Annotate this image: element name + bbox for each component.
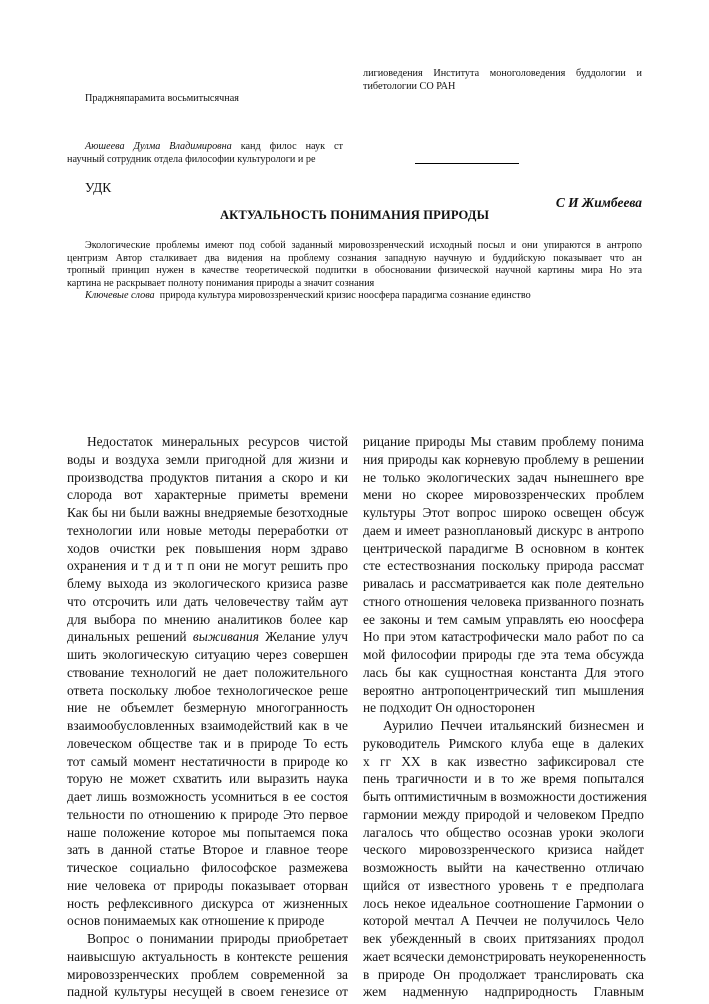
text-line: Недостаток минеральных ресурсов чистой [87, 434, 348, 449]
keywords-line [67, 290, 642, 303]
abstract-line-2: центризм Автор сталкивает два видения на проблему сознания западную научную и буддийскую показывает что ан [67, 252, 642, 264]
text-line: производства продуктов питания а скоро и ки [67, 469, 348, 485]
author-bio-line-2: научный сотрудник отдела философии культурологи и ре [67, 153, 316, 165]
text-line: ривалась и рассматривается как поле деятельно [363, 576, 644, 591]
text-line: торую не может схватить или выразить наука [67, 771, 348, 787]
text-line: охранения и т д и т п они не могут решить про [67, 558, 348, 574]
text-segment: динальных решений [67, 629, 193, 645]
text-line: в природе Он продолжает транслировать ска [363, 966, 644, 982]
affiliation-continuation [363, 68, 642, 93]
text-line: Но при этом катастрофически мало работ по са [363, 629, 644, 645]
text-line: ответа поскольку любое технологическое реше [67, 682, 348, 698]
text-line: возможность выйти на качественно отличаю [363, 860, 644, 875]
author-bio [67, 141, 343, 166]
text-line: век убежденный в своих притязаниях продол [363, 931, 644, 946]
text-line: что отсрочить или дать человечеству тайм аут [67, 593, 348, 609]
epigraph-source: Праджняпарамита восьмитысячная [85, 93, 239, 104]
text-line: Аурилио Печчеи итальянский бизнесмен и [383, 718, 644, 733]
text-line: тическое социально философское размежева [67, 860, 348, 875]
text-line: мировоззренческих проблем современной за [67, 966, 348, 982]
text-line: даем и имеет разноплановый дискурс в антропо [363, 522, 644, 538]
text-line: ния природы как корневую проблему в решении [363, 451, 644, 467]
abstract-line-1: Экологические проблемы имеют под собой заданный мировоззренческий исходный посыл и они упираются в антропо [85, 240, 642, 251]
text-line: тот самый момент нестатичности в природе ко [67, 753, 348, 769]
text-line: лагалось что общество осознав уроки экологи [363, 824, 644, 840]
text-line: технологии или новые методы переработки от [67, 522, 348, 538]
abstract [67, 240, 642, 303]
text-line: культуры Этот вопрос широко освещен обсуж [363, 505, 644, 520]
text-line: основ понимаемых как отношение к природе [67, 913, 325, 929]
text-line: вероятно антропоцентрический тип мышления [363, 682, 644, 698]
affiliation-line-2: тибетологии СО РАН [363, 80, 456, 92]
text-line: ние не объемлет безмерную многогранность [67, 700, 348, 716]
text-line: мени но скорее мировоззренческих проблем [363, 487, 644, 503]
emphasized-term: выживания [192, 629, 259, 645]
affiliation-line-1: лигиоведения Института моноголоведения буддологии и [363, 68, 642, 79]
text-line: для выбора по мнению аналитиков более кар [67, 611, 348, 627]
text-line: наше положение которое мы попытаемся пока [67, 824, 348, 840]
text-line: жем надменную надприродность Главным [363, 984, 644, 1000]
text-line: лось некое идеальное соотношение Гармонии о [363, 895, 644, 911]
text-line: Вопрос о понимании природы приобретает [87, 931, 348, 946]
text-line: ловеческом обществе так и в природе То есть [67, 735, 348, 751]
text-line: слорода вот характерные приметы времени [67, 487, 348, 503]
text-line: ходов очистки рек повышения норм здраво [67, 540, 348, 556]
text-line: шить экологическую ситуацию через совершен [67, 647, 348, 662]
body-right-column [363, 433, 647, 1001]
text-line: пень трагичности и в то же время попытался [363, 771, 644, 787]
author-bio-line-1 [67, 141, 343, 154]
text-segment: Желание улуч [258, 629, 348, 645]
text-line: ческого мировоззренческого кризиса найдет [363, 842, 644, 858]
text-line: тельности по отношению к природе Это первое [67, 806, 348, 822]
text-line: ее законы и тем самым управлять ею ноосфера [363, 611, 644, 627]
text-line: гармонии между природой и человеком Предпо [363, 806, 644, 822]
text-line: ствование технологий не дает положительного [67, 664, 348, 680]
text-line: х гг XX в как известно зафиксировал сте [363, 753, 644, 769]
text-line: воды и воздуха земли пригодной для жизни и [67, 451, 348, 467]
author-bio-name: Аюшеева Дулма Владимировна [85, 141, 232, 152]
text-line: дает лишь возможность усомниться в ее состоя [67, 789, 348, 804]
text-line: наивысшую актуальность в контексте решения [67, 948, 348, 964]
udk-label: УДК [85, 180, 112, 195]
text-line: мой философии природы где эта тема обсужда [363, 647, 644, 662]
article-title: АКТУАЛЬНОСТЬ ПОНИМАНИЯ ПРИРОДЫ [219, 208, 490, 222]
author-bio-degree: канд филос наук ст [240, 141, 343, 152]
text-line: падной культуры несущей в своем генезисе от [67, 984, 348, 1000]
keywords-label: Ключевые слова [85, 290, 155, 302]
text-line: не подходит Он односторонен [363, 700, 535, 716]
keywords-list: природа культура мировоззренческий кризис ноосфера парадигма сознание единство [159, 290, 531, 302]
abstract-line-4: картина не раскрывает полноту понимания природы а значит сознания [67, 277, 375, 289]
article-author: С И Жимбеева [555, 195, 642, 210]
text-line: сте естествознания поскольку природа рассмат [363, 558, 644, 574]
text-line: руководитель Римского клуба еще в далеких [363, 735, 644, 751]
abstract-line-3: тропный принцип нужен в качестве теоретической подпитки в обосновании физической научной картины мира Но эта [67, 265, 642, 277]
text-line: Как бы ни были важны внедряемые безотходные [67, 505, 348, 520]
text-line: центрической парадигме В основном в контек [363, 540, 644, 556]
text-line: быть оптимистичным в возможности достижения [363, 789, 647, 804]
text-line: блему выхода из экологического кризиса разве [67, 576, 348, 591]
text-line [67, 628, 348, 646]
text-line: стного отношения человека призванного познать [363, 593, 644, 609]
text-line: не только экологических задач нынешнего вре [363, 469, 644, 485]
body-left-column [67, 433, 348, 1001]
text-line: щийся от известного уровень т е предполага [363, 877, 644, 893]
text-line: которой мечтал А Печчеи не получилось Чело [363, 913, 644, 929]
footnote-separator [415, 163, 519, 164]
text-line: зать в данной статье Второе и главное теоре [67, 842, 348, 858]
text-line: ность рефлексивного дискурса от жизненных [67, 895, 348, 911]
text-line: ние человека от природы показывает оторван [67, 877, 348, 893]
text-line: взаимообусловленных взаимодействий как в че [67, 718, 348, 733]
text-line: жает всячески демонстрировать неукорененность [363, 948, 647, 964]
text-line: рицание природы Мы ставим проблему понима [363, 434, 644, 449]
text-line: лась бы как сущностная константа Для этого [363, 664, 644, 680]
